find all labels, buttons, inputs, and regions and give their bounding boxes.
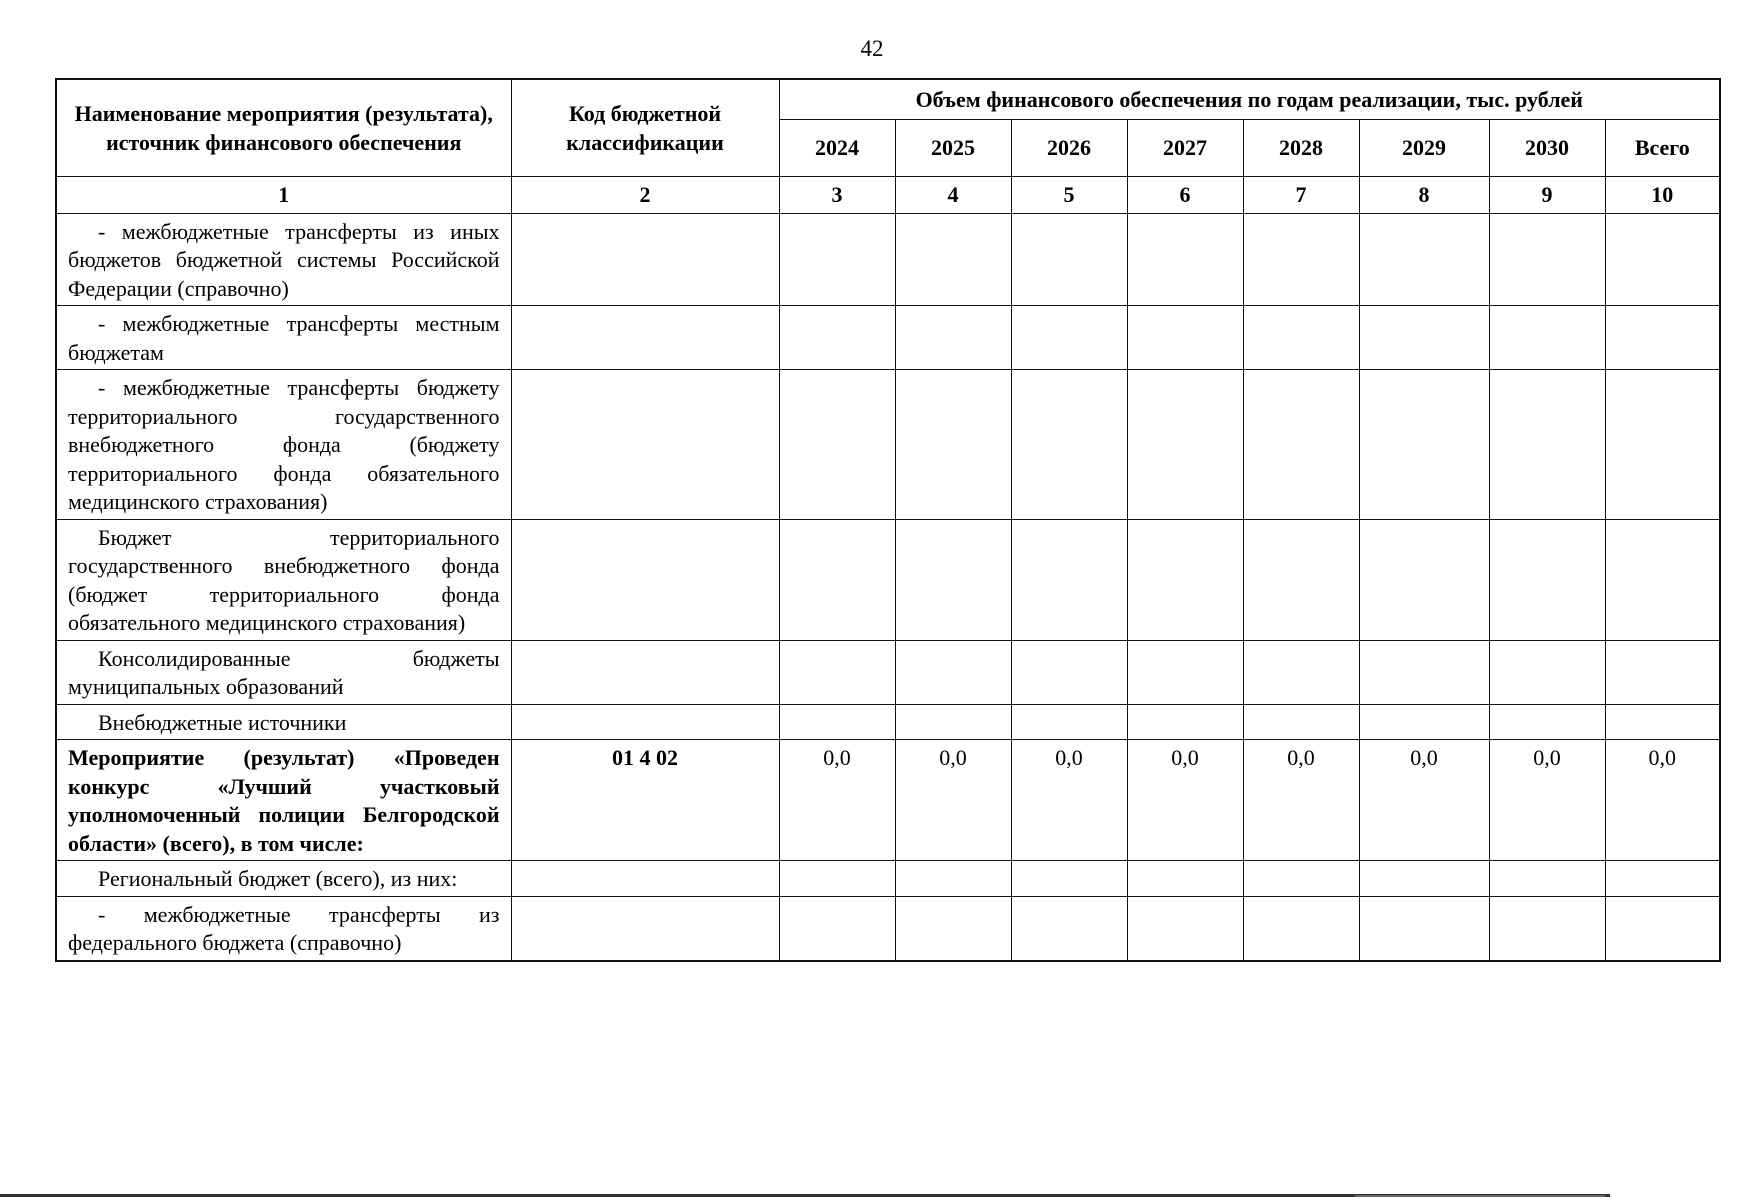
row-value [1359, 896, 1489, 961]
row-value [895, 640, 1011, 704]
table-row [56, 306, 1720, 370]
row-code: 01 4 02 [511, 740, 779, 861]
row-value [1011, 370, 1127, 520]
row-value [1359, 861, 1489, 897]
row-value [1359, 306, 1489, 370]
row-code [511, 896, 779, 961]
row-value [1243, 370, 1359, 520]
row-value [1359, 640, 1489, 704]
row-code [511, 861, 779, 897]
row-value [1605, 306, 1720, 370]
row-value: 0,0 [1359, 740, 1489, 861]
row-value [1243, 306, 1359, 370]
row-value [1359, 519, 1489, 640]
row-value [1127, 896, 1243, 961]
row-value [1489, 704, 1605, 740]
row-value [895, 213, 1011, 306]
header-year: 2030 [1489, 119, 1605, 176]
page-bottom-rule-segment [1355, 1195, 1605, 1197]
row-name: - межбюджетные трансферты местным бюджетам [56, 306, 511, 370]
row-value [779, 370, 895, 520]
row-value [1011, 861, 1127, 897]
row-value [1359, 370, 1489, 520]
row-value [779, 306, 895, 370]
row-value: 0,0 [1243, 740, 1359, 861]
row-value [895, 861, 1011, 897]
table-row [56, 519, 1720, 640]
row-name: Региональный бюджет (всего), из них: [56, 861, 511, 897]
row-value [1605, 896, 1720, 961]
table-row [56, 861, 1720, 897]
header-total: Всего [1605, 119, 1720, 176]
row-value [1605, 861, 1720, 897]
table-row-activity [56, 740, 1720, 861]
header-code-column: Код бюджетной классификации [511, 79, 779, 176]
row-value [1605, 370, 1720, 520]
row-value: 0,0 [779, 740, 895, 861]
row-value [1489, 640, 1605, 704]
row-value [1489, 306, 1605, 370]
row-value [779, 519, 895, 640]
row-value [1127, 640, 1243, 704]
column-number-row [56, 176, 1720, 213]
column-number: 5 [1011, 176, 1127, 213]
column-number: 10 [1605, 176, 1720, 213]
row-name: Мероприятие (результат) «Проведен конкурс «Лучший участковый уполномоченный полиции Белгородской области» (всего), в том числе: [56, 740, 511, 861]
row-value [895, 306, 1011, 370]
row-name: - межбюджетные трансферты из федерального бюджета (справочно) [56, 896, 511, 961]
row-value [1011, 306, 1127, 370]
row-value [895, 704, 1011, 740]
header-year: 2024 [779, 119, 895, 176]
row-value [1011, 704, 1127, 740]
row-value [1243, 704, 1359, 740]
row-value [1011, 896, 1127, 961]
row-value [1011, 519, 1127, 640]
row-code [511, 213, 779, 306]
row-value [1127, 306, 1243, 370]
column-number: 7 [1243, 176, 1359, 213]
row-value [1243, 519, 1359, 640]
page-number: 42 [860, 36, 884, 61]
table-row [56, 370, 1720, 520]
row-value: 0,0 [1011, 740, 1127, 861]
row-value [1489, 896, 1605, 961]
row-value [779, 213, 895, 306]
row-value [779, 640, 895, 704]
row-value [779, 861, 895, 897]
row-value [1127, 213, 1243, 306]
table-row [56, 896, 1720, 961]
column-number: 3 [779, 176, 895, 213]
row-value [1605, 519, 1720, 640]
row-code [511, 704, 779, 740]
row-value [1489, 370, 1605, 520]
table-row [56, 213, 1720, 306]
column-number: 2 [511, 176, 779, 213]
column-number: 4 [895, 176, 1011, 213]
header-funding-group: Объем финансового обеспечения по годам реализации, тыс. рублей [779, 79, 1720, 119]
row-value [1011, 640, 1127, 704]
row-value [1489, 861, 1605, 897]
row-name: Консолидированные бюджеты муниципальных образований [56, 640, 511, 704]
row-name: Внебюджетные источники [56, 704, 511, 740]
row-code [511, 306, 779, 370]
row-value [1127, 519, 1243, 640]
row-value [1011, 213, 1127, 306]
row-value [1127, 370, 1243, 520]
row-name: - межбюджетные трансферты бюджету территориального государственного внебюджетного фонда (бюджету территориального фонда обязательного медицинского страхования) [56, 370, 511, 520]
row-value [779, 704, 895, 740]
row-value [1127, 704, 1243, 740]
column-number: 8 [1359, 176, 1489, 213]
row-code [511, 640, 779, 704]
row-value [1605, 640, 1720, 704]
row-value [895, 370, 1011, 520]
row-value: 0,0 [895, 740, 1011, 861]
header-year: 2025 [895, 119, 1011, 176]
row-name: Бюджет территориального государственного внебюджетного фонда (бюджет территориального фонда обязательного медицинского страхования) [56, 519, 511, 640]
row-value [1359, 704, 1489, 740]
row-value [1243, 213, 1359, 306]
header-name-column: Наименование мероприятия (результата), источник финансового обеспечения [56, 79, 511, 176]
row-value [779, 896, 895, 961]
column-number: 6 [1127, 176, 1243, 213]
row-value: 0,0 [1489, 740, 1605, 861]
row-value: 0,0 [1605, 740, 1720, 861]
row-value [1243, 896, 1359, 961]
row-value [1489, 519, 1605, 640]
row-name: - межбюджетные трансферты из иных бюджетов бюджетной системы Российской Федерации (справочно) [56, 213, 511, 306]
header-row [56, 79, 1720, 119]
row-value [1605, 704, 1720, 740]
column-number: 9 [1489, 176, 1605, 213]
row-value [895, 896, 1011, 961]
row-value: 0,0 [1127, 740, 1243, 861]
row-value [1243, 640, 1359, 704]
row-value [1605, 213, 1720, 306]
header-year: 2028 [1243, 119, 1359, 176]
row-code [511, 370, 779, 520]
budget-table [55, 78, 1721, 962]
row-value [895, 519, 1011, 640]
table-row [56, 640, 1720, 704]
row-value [1359, 213, 1489, 306]
header-year: 2027 [1127, 119, 1243, 176]
column-number: 1 [56, 176, 511, 213]
row-value [1489, 213, 1605, 306]
row-code [511, 519, 779, 640]
header-year: 2026 [1011, 119, 1127, 176]
row-value [1243, 861, 1359, 897]
table-row [56, 704, 1720, 740]
header-year: 2029 [1359, 119, 1489, 176]
row-value [1127, 861, 1243, 897]
